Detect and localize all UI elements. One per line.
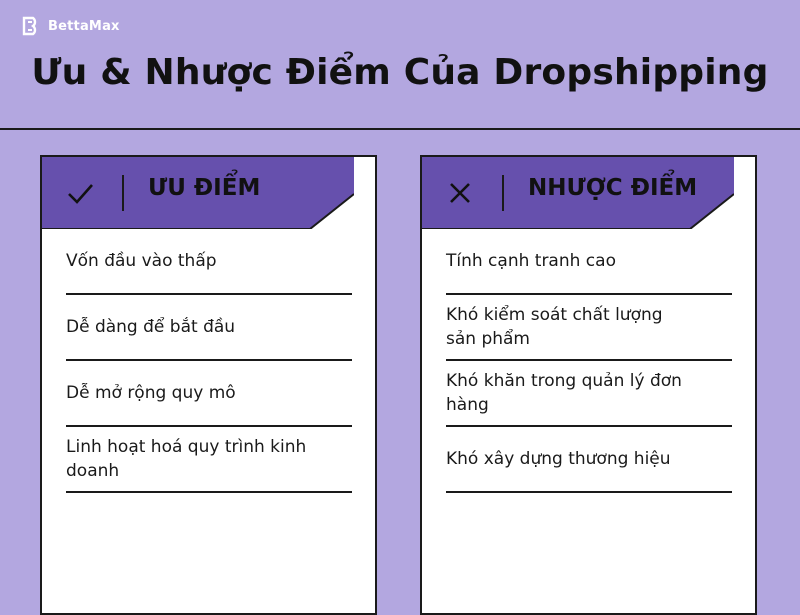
list-item-text: Khó kiểm soát chất lượng sản phẩm <box>446 305 663 349</box>
list-item <box>66 427 352 493</box>
list-item-text: Linh hoạt hoá quy trình kinh doanh <box>66 437 307 481</box>
list-item <box>446 229 732 295</box>
list-item-text: Dễ dàng để bắt đầu <box>66 317 236 337</box>
pros-list <box>66 229 352 493</box>
pros-heading: ƯU ĐIỂM <box>148 175 261 201</box>
list-item <box>446 361 732 427</box>
list-item-text: Dễ mở rộng quy mô <box>66 383 236 403</box>
cons-header <box>422 157 734 229</box>
cons-card <box>420 155 757 615</box>
bettamax-logo-icon <box>22 16 44 36</box>
list-item-text: Vốn đầu vào thấp <box>66 251 217 271</box>
list-item-text: Tính cạnh tranh cao <box>446 251 616 271</box>
brand-logo <box>22 16 120 36</box>
brand-name: BettaMax <box>48 18 120 34</box>
list-item <box>66 295 352 361</box>
cons-list <box>446 229 732 493</box>
list-item <box>66 361 352 427</box>
list-item-text: Khó khăn trong quản lý đơn hàng <box>446 371 682 415</box>
header-separator <box>502 175 504 211</box>
list-item <box>446 295 732 361</box>
close-icon <box>446 179 474 207</box>
page-title: Ưu & Nhược Điểm Của Dropshipping <box>31 52 769 93</box>
pros-header <box>42 157 354 229</box>
list-item <box>446 427 732 493</box>
header-separator <box>122 175 124 211</box>
pros-card <box>40 155 377 615</box>
check-icon <box>66 179 94 207</box>
title-divider <box>0 128 800 130</box>
cons-heading: NHƯỢC ĐIỂM <box>528 175 698 201</box>
list-item-text: Khó xây dựng thương hiệu <box>446 449 671 469</box>
list-item <box>66 229 352 295</box>
